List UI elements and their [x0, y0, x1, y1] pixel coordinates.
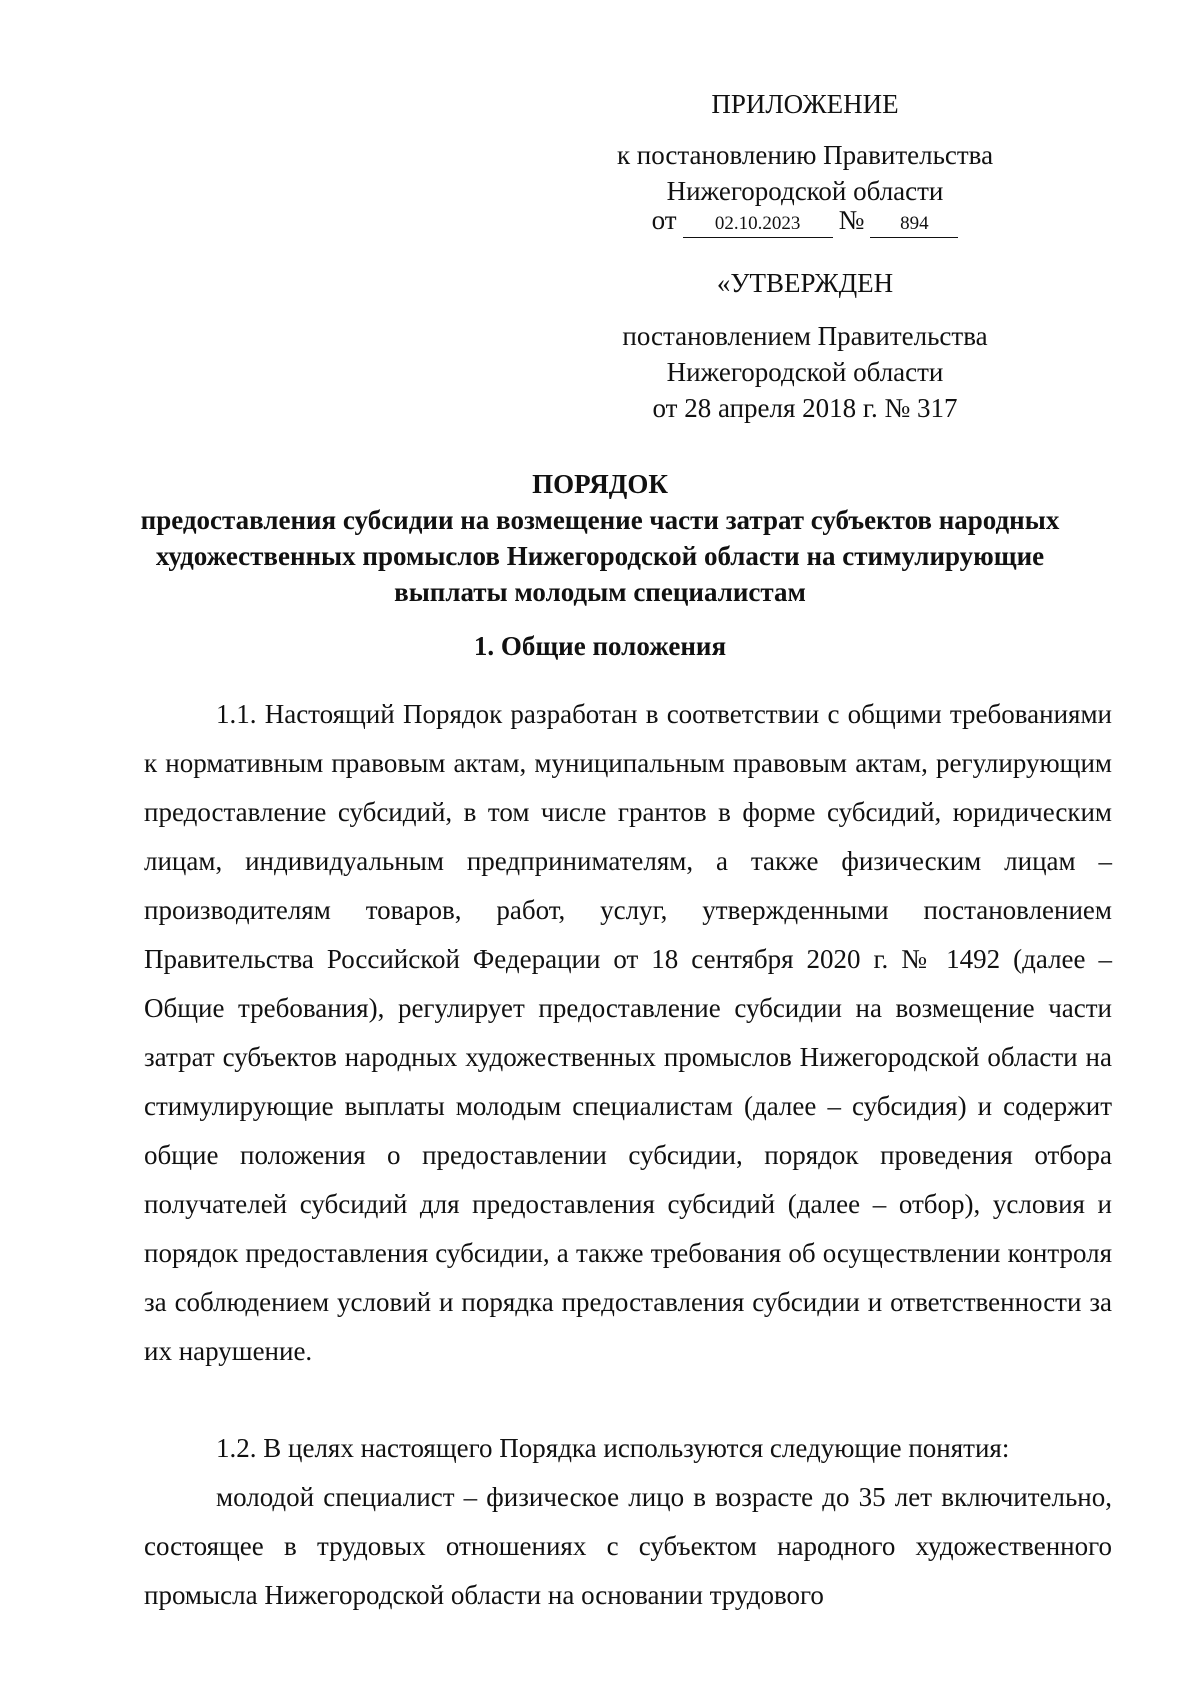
- decree-date-field: 02.10.2023: [683, 211, 833, 238]
- paragraph-1-1: 1.1. Настоящий Порядок разработан в соответствии с общими требованиями к нормативным правовым актам, муниципальным правовым актам, регулирующим предоставление субсидий, в том числе грантов в форме субсидий, юридическим лицам, индивидуальным предпринимателям, а также физическим лицам – производителям товаров, работ, услуг, утвержденными постановлением Правительства Российской Федерации от 18 сентября 2020 г. № 1492 (далее – Общие требования), регулирует предоставление субсидии на возмещение части затрат субъектов народных художественных промыслов Нижегородской области на стимулирующие выплаты молодым специалистам (далее – субсидия) и содержит общие положения о предоставлении субсидии, порядок проведения отбора получателей субсидий для предоставления субсидий (далее – отбор), условия и порядок предоставления субсидии, а также требования об осуществлении контроля за соблюдением условий и порядка предоставления субсидии и ответственности за их нарушение.: [144, 699, 1112, 1366]
- approved-region-line: Нижегородской области: [666, 357, 944, 387]
- appendix-reference-line: к постановлению Правительства: [616, 140, 994, 170]
- paragraph-1-2: 1.2. В целях настоящего Порядка используются следующие понятия:: [216, 1433, 1010, 1463]
- approved-by-line: постановлением Правительства: [622, 321, 988, 351]
- from-label: от: [651, 205, 677, 235]
- approved-date-line: от 28 апреля 2018 г. № 317: [652, 393, 958, 423]
- paragraph-definition: молодой специалист – физическое лицо в возрасте до 35 лет включительно, состоящее в трудовых отношениях с субъектом народного художественного промысла Нижегородской области на основании трудового: [144, 1482, 1112, 1610]
- section-heading: 1. Общие положения: [473, 631, 727, 661]
- approved-title: «УТВЕРЖДЕН: [716, 268, 894, 298]
- number-sign-label: №: [838, 205, 865, 235]
- document-title: ПОРЯДОК: [532, 469, 668, 499]
- appendix-date-number-line: [560, 202, 1050, 238]
- appendix-title: ПРИЛОЖЕНИЕ: [711, 89, 899, 119]
- appendix-region-line: Нижегородской области: [666, 176, 944, 206]
- decree-number-field: 894: [870, 211, 958, 238]
- document-subtitle: предоставления субсидии на возмещение части затрат субъектов народных художественных промыслов Нижегородской области на стимулирующие выплаты молодым специалистам: [140, 505, 1060, 607]
